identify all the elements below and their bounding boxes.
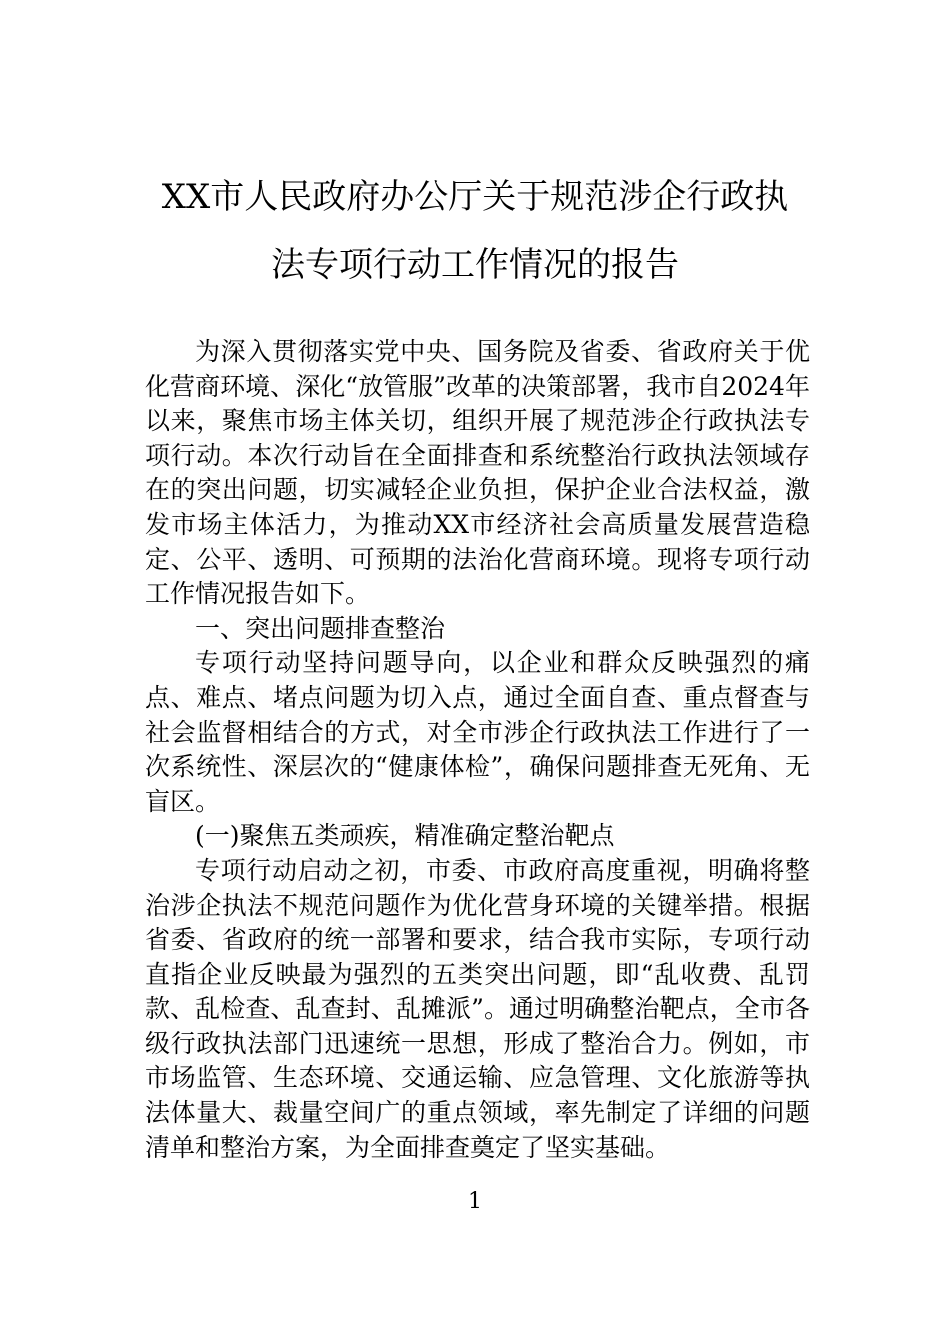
subsection-heading-1: (一)聚焦五类顽疾，精准确定整治靶点 [195, 821, 615, 851]
page-number: 1 [468, 1189, 482, 1214]
section-heading-1: 一、突出问题排查整治 [195, 613, 446, 643]
document-title-line-1: XX市人民政府办公厅关于规范涉企行政执 [161, 177, 789, 217]
section-paragraph-1: 专项行动坚持问题导向，以企业和群众反映强烈的痛点、难点、堵点问题为切入点，通过全面自查、重点督查与社会监督相结合的方式，对全市涉企行政执法工作进行了一次系统性、深层次的“健康体检”，确保问题排查无死角、无盲区。 [145, 648, 810, 816]
intro-paragraph: 为深入贯彻落实党中央、国务院及省委、省政府关于优化营商环境、深化“放管服”改革的决策部署，我市自2024年以来，聚焦市场主体关切，组织开展了规范涉企行政执法专项行动。本次行动旨在全面排查和系统整治行政执法领域存在的突出问题，切实减轻企业负担，保护企业合法权益，激发市场主体活力，为推动XX市经济社会高质量发展营造稳定、公平、透明、可预期的法治化营商环境。现将专项行动工作情况报告如下。 [145, 337, 810, 609]
document-body [145, 335, 810, 1165]
document-title-line-2: 法专项行动工作情况的报告 [271, 245, 679, 285]
subsection-paragraph-1: 专项行动启动之初，市委、市政府高度重视，明确将整治涉企执法不规范问题作为优化营身环境的关键举措。根据省委、省政府的统一部署和要求，结合我市实际，专项行动直指企业反映最为强烈的五类突出问题，即“乱收费、乱罚款、乱检查、乱查封、乱摊派”。通过明确整治靶点，全市各级行政执法部门迅速统一思想，形成了整治合力。例如，市市场监管、生态环境、交通运输、应急管理、文化旅游等执法体量大、裁量空间广的重点领域，率先制定了详细的问题清单和整治方案，为全面排查奠定了坚实基础。 [145, 855, 810, 1162]
